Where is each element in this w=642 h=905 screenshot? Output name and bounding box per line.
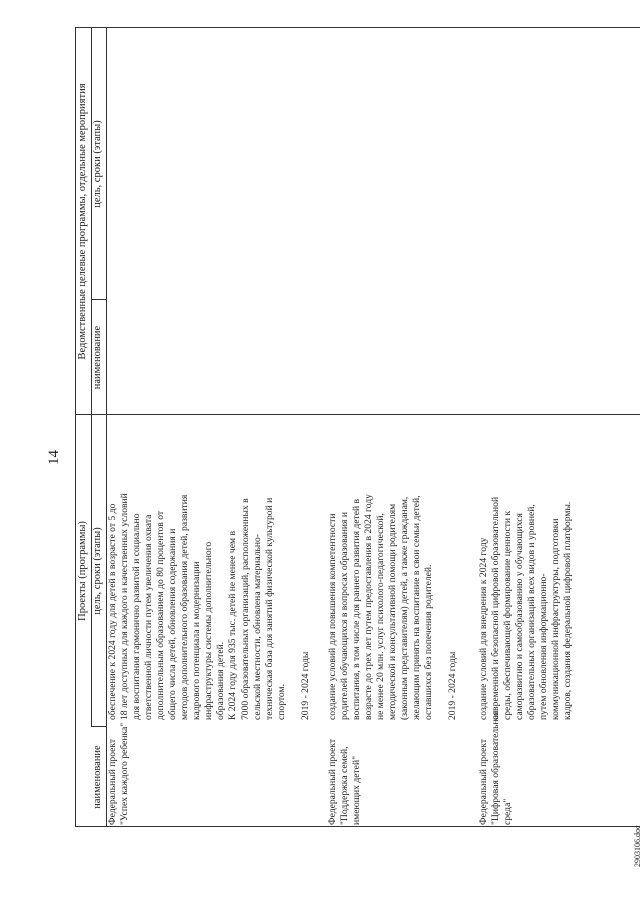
header-goal-2: цель, сроки (этапы)	[92, 120, 103, 208]
table-left-border	[75, 826, 640, 827]
table-top-line	[75, 27, 76, 827]
header-goal: цель, сроки (этапы)	[92, 527, 103, 615]
row3-name: Федеральный проект "Цифровая образовательная среда"	[478, 710, 514, 825]
header-programs: Ведомственные целевые программы, отдельные мероприятия	[77, 83, 88, 360]
row3-goal: создание условий для внедрения к 2024 году современной и безопасной цифровой образовательной среды, обеспечивающей формирование ценности к саморазвитию и самообразованию у обучающихся образовательных организаций всех видов и уровней, путем обновления информационно- коммуникационной инфраструктуры, подготовки кадров, создания федеральной цифровой платформы.	[478, 496, 574, 720]
row1-goal: обеспечение к 2024 году для детей в возрасте от 5 до 18 лет доступных для каждого и качественных условий для воспитания гармонично развитой и социально ответственной личности путем увеличения охвата дополнительным образованием до 80 процентов от общего числа детей, обновления содержания и методов дополнительного образования детей, развития кадрового потенциала и модернизации инфраструктуры системы дополнительного образования детей. К 2024 году для 935 тыс. детей не менее чем в 7000 образовательных организаций, расположенных в сельской местности, обновлена материально- техническая база для занятий физической культурой и спортом. 2019 - 2024 годы	[107, 493, 311, 720]
table-group-divider	[75, 414, 640, 415]
page-number: 14	[46, 450, 62, 465]
row1-name: Федеральный проект "Успех каждого ребенка"	[107, 722, 131, 825]
row2-name: Федеральный проект "Поддержка семей, имеющих детей"	[327, 738, 363, 825]
footer-filename: 2903106.doc	[633, 825, 642, 867]
table-right-border	[75, 27, 640, 28]
header-name-2: наименование	[92, 325, 103, 390]
header-projects: Проекты (программы)	[77, 521, 88, 621]
header-name: наименование	[92, 745, 103, 809]
row2-goal: создание условий для повышения компетентности родителей обучающихся в вопросах образования и воспитания, в том числе для раннего развития детей в возрасте до трех лет путем предоставления в 2024 году не менее 20 млн. услуг психолого-педагогической, методической и консультативной помощи родителям (законным представителям) детей, а также гражданам, желающим принять на воспитание в свои семьи детей, оставшихся без попечения родителей. 2019 - 2024 годы	[327, 494, 459, 720]
